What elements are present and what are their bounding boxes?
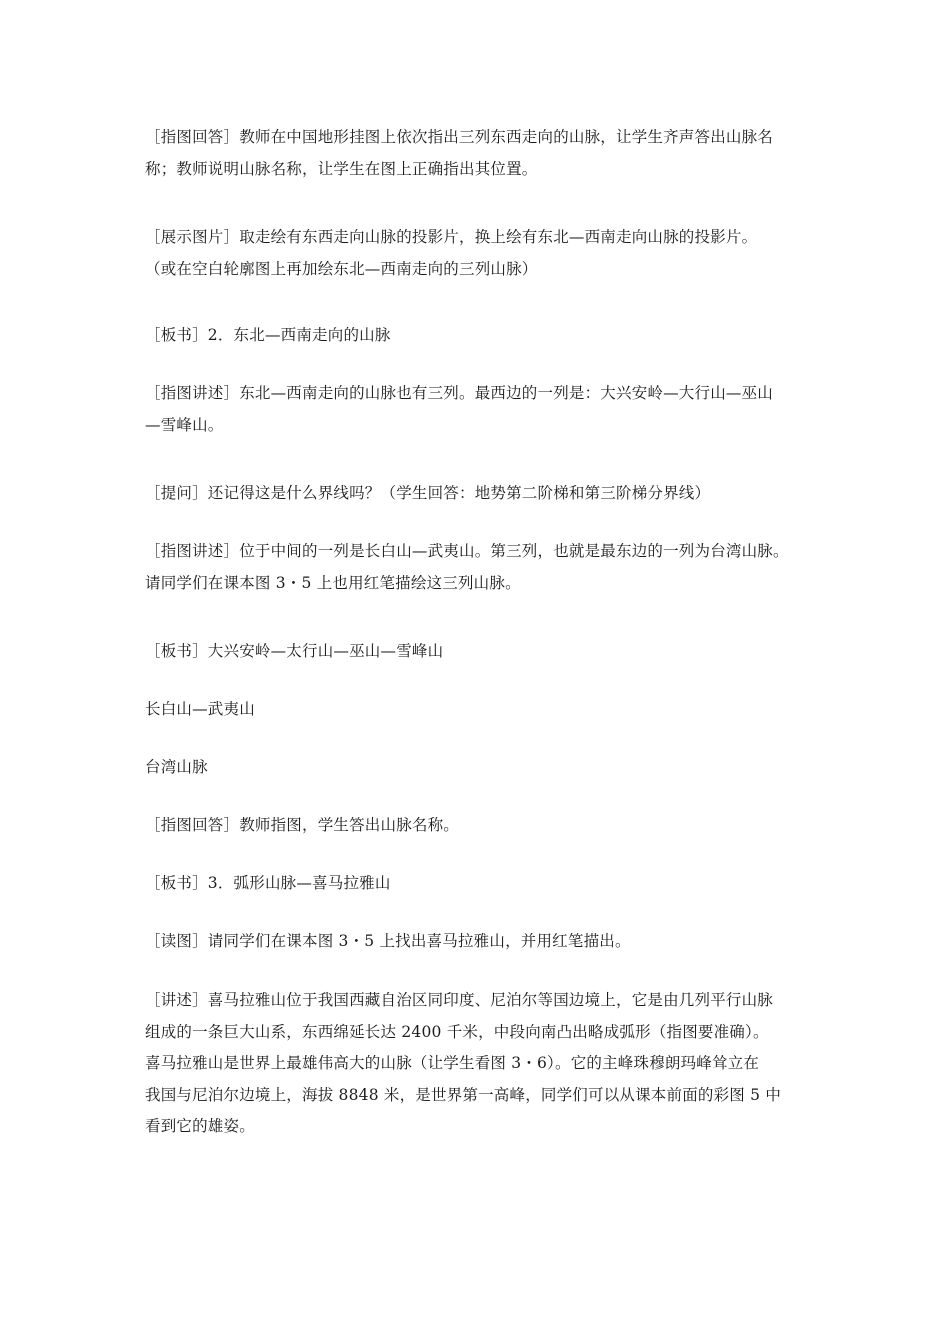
paragraph-narrate-himalaya xyxy=(145,985,825,1143)
text-line: ［板书］大兴安岭—太行山—巫山—雪峰山 xyxy=(145,642,444,660)
paragraph-pointing-narrate-2 xyxy=(145,536,825,599)
text-line: ［指图讲述］东北—西南走向的山脉也有三列。最西边的一列是：大兴安岭—大行山—巫山 xyxy=(145,384,774,402)
text-line: 我国与尼泊尔边境上，海拔 8848 米，是世界第一高峰，同学们可以从课本前面的彩图 5 中 xyxy=(145,1085,782,1104)
paragraph-question xyxy=(145,478,825,510)
text-line: ［指图讲述］位于中间的一列是长白山—武夷山。第三列，也就是最东边的一列为台湾山脉。 xyxy=(145,542,789,560)
text-line: ［读图］请同学们在课本图 3・5 上找出喜马拉雅山，并用红笔描出。 xyxy=(145,932,631,950)
paragraph-pointing-narrate-1 xyxy=(145,378,825,441)
text-line: 台湾山脉 xyxy=(145,758,208,776)
paragraph-pointing-answer-2 xyxy=(145,810,825,842)
paragraph-board-list-2 xyxy=(145,694,825,726)
text-line: （或在空白轮廓图上再加绘东北—西南走向的三列山脉） xyxy=(145,259,538,278)
text-line: 称；教师说明山脉名称，让学生在图上正确指出其位置。 xyxy=(145,159,538,178)
text-line: ［指图回答］教师在中国地形挂图上依次指出三列东西走向的山脉，让学生齐声答出山脉名 xyxy=(145,128,774,146)
paragraph-board-list-1 xyxy=(145,636,825,668)
text-line: 喜马拉雅山是世界上最雄伟高大的山脉（让学生看图 3・6）。它的主峰珠穆朗玛峰耸立在 xyxy=(145,1054,760,1072)
text-line: ［板书］2．东北—西南走向的山脉 xyxy=(145,326,391,344)
text-line: ［讲述］喜马拉雅山位于我国西藏自治区同印度、尼泊尔等国边境上，它是由几列平行山脉 xyxy=(145,991,774,1009)
text-line: 请同学们在课本图 3・5 上也用红笔描绘这三列山脉。 xyxy=(145,573,521,592)
text-line: ［指图回答］教师指图，学生答出山脉名称。 xyxy=(145,816,460,834)
paragraph-board-2 xyxy=(145,320,825,352)
text-line: 组成的一条巨大山系，东西绵延长达 2400 千米，中段向南凸出略成弧形（指图要准确）。 xyxy=(145,1022,769,1041)
paragraph-show-picture xyxy=(145,222,825,285)
text-line: —雪峰山。 xyxy=(145,415,224,434)
paragraph-board-list-3 xyxy=(145,752,825,784)
paragraph-read-map xyxy=(145,926,825,958)
paragraph-pointing-answer-1 xyxy=(145,122,825,185)
text-line: ［板书］3．弧形山脉—喜马拉雅山 xyxy=(145,874,391,892)
text-line: 看到它的雄姿。 xyxy=(145,1117,255,1135)
text-line: 长白山—武夷山 xyxy=(145,700,255,718)
text-line: ［展示图片］取走绘有东西走向山脉的投影片，换上绘有东北—西南走向山脉的投影片。 xyxy=(145,228,758,246)
text-line: ［提问］还记得这是什么界线吗？（学生回答：地势第二阶梯和第三阶梯分界线） xyxy=(145,484,711,502)
paragraph-board-3 xyxy=(145,868,825,900)
